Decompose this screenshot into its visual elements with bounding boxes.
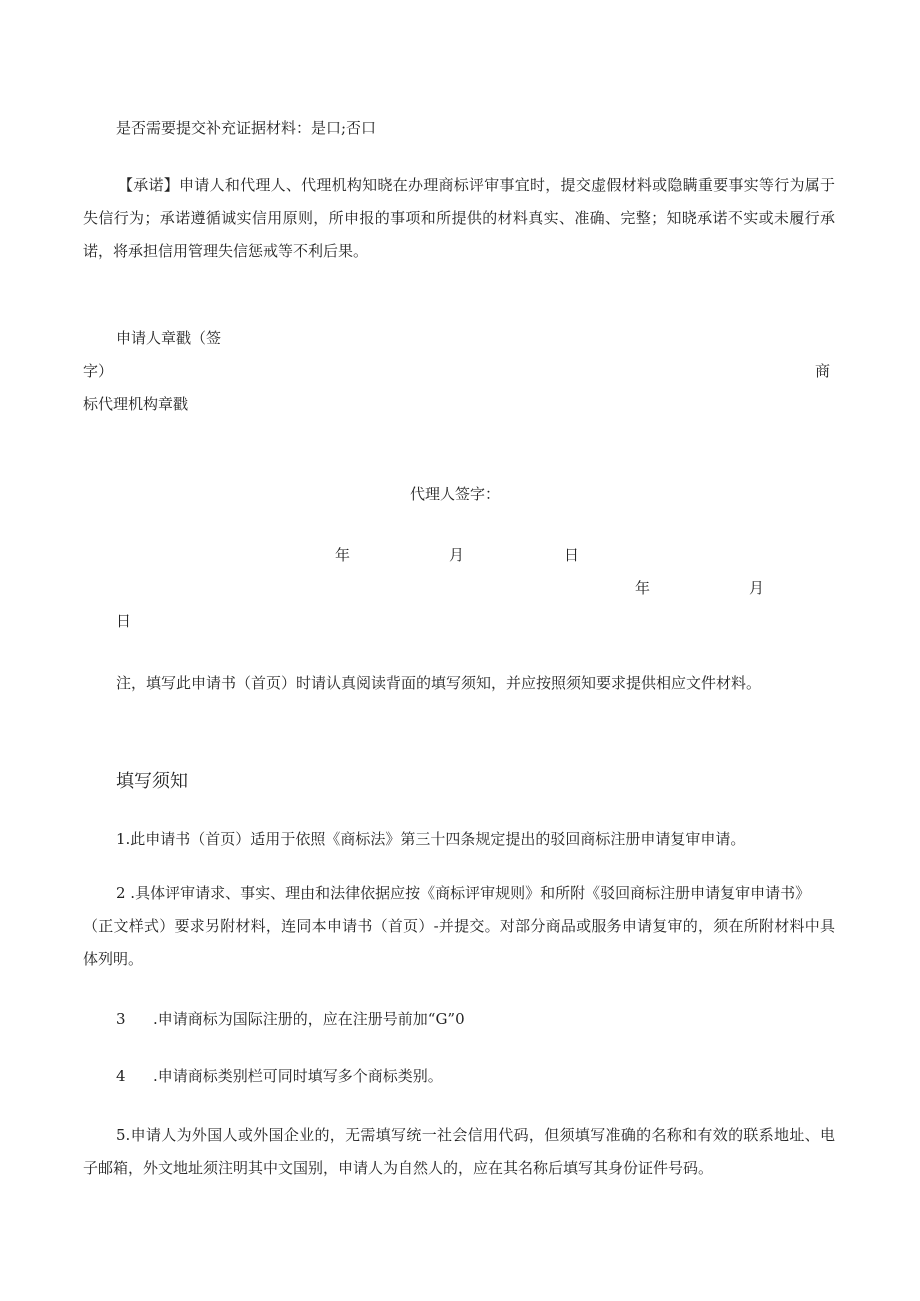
date1-month: 月: [449, 546, 465, 564]
date1-day: 日: [564, 546, 580, 564]
instruction-item-1: 1.此申请书（首页）适用于依照《商标法》第三十四条规定提出的驳回商标注册申请复审申请。: [116, 830, 746, 848]
date2-day: 日: [116, 612, 132, 630]
instruction-item-3-number: 3: [116, 1010, 126, 1028]
instruction-item-5: 5.申请人为外国人或外国企业的，无需填写统一社会信用代码，但须填写准确的名称和有效的联系地址、电子邮箱，外文地址须注明其中文国别，申请人为自然人的，应在其名称后填写其身份证件号码。: [83, 1126, 835, 1177]
instruction-item-4: .申请商标类别栏可同时填写多个商标类别。: [153, 1067, 443, 1085]
applicant-seal-label: 申请人章戳（签: [116, 329, 222, 347]
instruction-item-4-number: 4: [116, 1067, 126, 1085]
instruction-item-3: .申请商标为国际注册的，应在注册号前加“G”0: [153, 1010, 465, 1028]
note-line: 注，填写此申请书（首页）时请认真阅读背面的填写须知，并应按照须知要求提供相应文件材料。: [116, 674, 762, 692]
supplement-evidence-line: 是否需要提交补充证据材料：是口;否口: [116, 119, 377, 137]
instruction-item-2-lead: 2 .具体评审请求、事实、理由和法律依据应按《商标评审规则》和所附《驳回商标注册申请复审申请书》: [116, 884, 811, 902]
instruction-item-2-rest: （正文样式）要求另附材料，连同本申请书（首页）-并提交。对部分商品或服务申请复审的，须在所附材料中具体列明。: [83, 917, 835, 968]
date2-month: 月: [749, 579, 765, 597]
agency-seal-label-cont: 标代理机构章戳: [83, 395, 189, 413]
applicant-seal-label-cont: 字）: [83, 362, 114, 380]
pledge-paragraph: [83, 169, 835, 268]
instructions-title: 填写须知: [116, 771, 188, 792]
date1-year: 年: [335, 546, 351, 564]
agency-seal-label: 商: [815, 362, 831, 380]
pledge-text: 申请人和代理人、代理机构知晓在办理商标评审事宜时，提交虚假材料或隐瞒重要事实等行为属于失信行为；承诺遵循诚实信用原则，所申报的事项和所提供的材料真实、准确、完整；知晓承诺不实或未履行承诺，将承担信用管理失信惩戒等不利后果。: [83, 176, 835, 260]
date2-year: 年: [635, 579, 651, 597]
agent-signature-label: 代理人签字：: [410, 485, 501, 503]
pledge-label: 【承诺】: [118, 176, 180, 194]
